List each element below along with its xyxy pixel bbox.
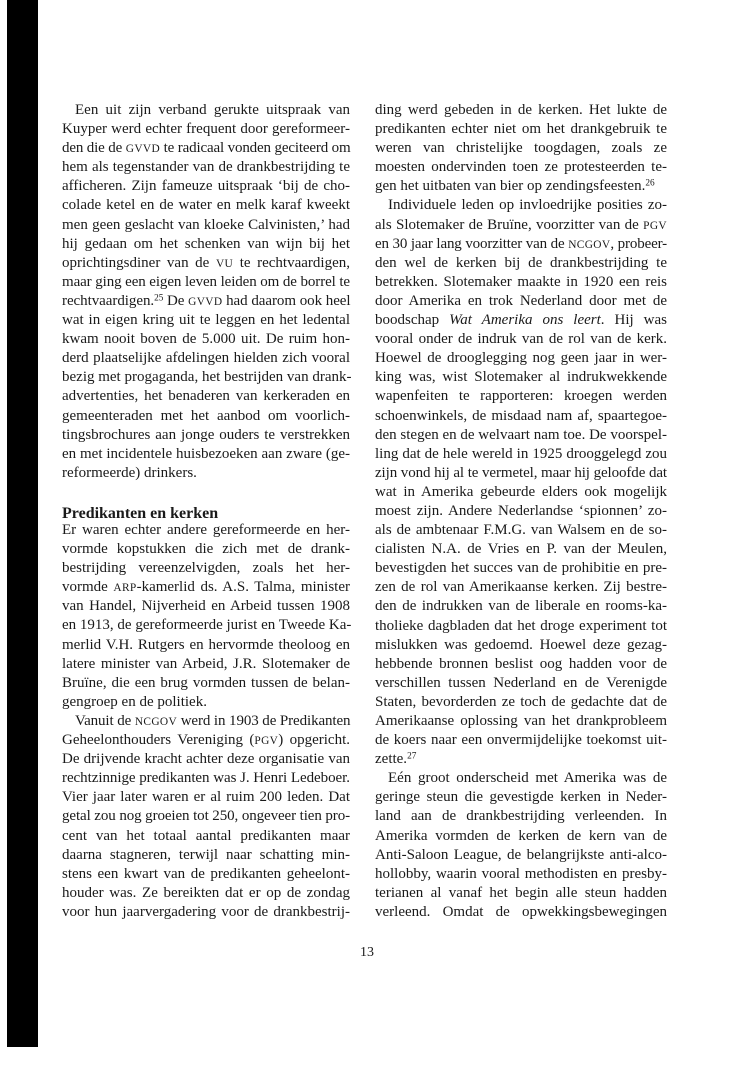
text-segment: Eén groot onderscheid met Amerika was de: [388, 770, 667, 787]
text-segment: als de ambtenaar F.M.G. van Walsem en de so-: [375, 522, 667, 539]
left-column-paragraph-1: [62, 101, 350, 483]
abbreviation: NCGOV: [568, 238, 611, 251]
text-segment: cialisten N.A. de Vries en P. van der Meulen,: [375, 541, 667, 558]
text-line: [375, 578, 667, 597]
text-line: [62, 464, 350, 483]
text-line: [375, 731, 667, 750]
scan-binding-edge: [7, 0, 38, 1047]
text-segment: en 1913, de gereformeerde jurist en Tweede Ka-: [62, 617, 352, 634]
text-segment: te radicaal vonden geciteerd om: [160, 140, 351, 157]
text-segment: terianen al vanaf het begin alle steun hadden: [375, 884, 667, 901]
text-line: [375, 846, 667, 865]
text-line: [62, 330, 350, 349]
text-segment: Hoewel de drooglegging nog geen jaar in wer-: [375, 350, 667, 367]
text-line: [62, 578, 350, 597]
text-line: [62, 101, 350, 120]
text-segment: verleend. Omdat de opwekkingsbewegingen: [375, 903, 667, 920]
text-segment: mislukken was gedoemd. Hoewel deze gezag-: [375, 636, 667, 653]
text-segment: stens een kwart van de predikanten geheelont-: [62, 865, 350, 882]
text-segment: vooral onder de indruk van de rol van de kerk.: [375, 331, 667, 348]
text-segment: Geheelonthouders Vereniging (: [62, 732, 255, 749]
text-segment: Er waren echter andere gereformeerde en her-: [62, 522, 350, 538]
italic-title: Wat Amerika ons leert: [449, 312, 601, 329]
text-segment: weren van christelijke toogdagen, zoals ze: [375, 140, 667, 157]
text-line: [375, 139, 667, 158]
text-segment: den de indrukken van de liberale en rooms-ka-: [375, 598, 667, 615]
text-line: [375, 273, 667, 292]
text-line: [62, 292, 350, 311]
text-line: [375, 712, 667, 731]
text-segment: Staten, bevorderden ze toch de gedachte dat de: [375, 693, 667, 710]
text-line: [375, 502, 667, 521]
text-segment: werd in 1903 de Predikanten: [177, 712, 351, 729]
text-line: [62, 712, 350, 731]
text-line: [62, 655, 350, 674]
footnote-reference: 27: [407, 751, 417, 762]
abbreviation: VU: [215, 257, 234, 270]
text-line: [375, 559, 667, 578]
text-line: [375, 177, 667, 196]
text-line: [375, 387, 667, 406]
text-segment: colade ketel en de water en melk karaf kweekt: [62, 197, 350, 214]
text-segment: verschillen tussen Nederland en de Verenigde: [375, 674, 667, 691]
text-line: [62, 693, 350, 712]
abbreviation: ARP: [113, 582, 137, 595]
text-segment: zen de rol van Amerikaanse kerken. Zij bestre-: [375, 579, 667, 596]
text-segment: land aan de drankbestrijding verleenden. In: [375, 808, 667, 825]
text-line: [375, 292, 667, 311]
text-segment: ling dat de hele wereld in 1925 drooggelegd zou: [375, 445, 667, 462]
text-line: [375, 235, 667, 254]
text-line: [62, 216, 350, 235]
text-segment: den die de: [62, 140, 126, 157]
text-line: [62, 597, 350, 616]
text-line: [375, 483, 667, 502]
text-line: [62, 426, 350, 445]
text-segment: boodschap: [375, 312, 450, 329]
text-line: [375, 330, 667, 349]
footnote-reference: 25: [154, 293, 164, 304]
text-segment: vormde kopstukken die zich met de drank-: [62, 541, 350, 558]
text-line: [375, 407, 667, 426]
text-segment: kwam nooit boven de 5.000 uit. De ruim hon-: [62, 331, 350, 348]
text-segment: gemeenteraden met het aanbod om voorlich-: [62, 407, 350, 424]
text-line: [375, 216, 667, 235]
abbreviation: PGV: [643, 219, 667, 232]
text-segment: wat in eigen kring uit te leggen en het ledental: [62, 312, 350, 329]
page-number: 13: [360, 945, 374, 960]
text-line: [62, 445, 350, 464]
text-segment: , probeer-: [610, 235, 667, 252]
text-line: [62, 368, 350, 387]
text-line: [375, 597, 667, 616]
text-segment: moesten ondervinden toen ze protesteerden te-: [375, 159, 667, 176]
text-segment: vormde: [62, 579, 114, 596]
text-line: [375, 464, 667, 483]
text-line: [62, 177, 350, 196]
text-segment: hem als tegenstander van de drankbestrijding te: [62, 159, 350, 176]
text-segment: Vanuit de: [75, 712, 135, 729]
text-segment: De: [163, 292, 189, 309]
text-segment: -kamerlid ds. A.S. Talma, minister: [136, 579, 350, 596]
text-segment: Bruïne, die een brug vormden tussen de belan-: [62, 674, 350, 691]
text-line: [375, 865, 667, 884]
text-segment: . Hij was: [600, 312, 668, 329]
text-line: [375, 827, 667, 846]
text-segment: wapenfeiten te rapporteren: kroegen werden: [375, 388, 667, 405]
text-segment: den stegen en de welvaart nam toe. De voorspel-: [375, 426, 667, 443]
text-line: [62, 769, 350, 788]
text-line: [62, 540, 350, 559]
text-line: [62, 788, 350, 807]
text-segment: den wel de kerken bij de drankbestrijding te: [375, 254, 667, 271]
text-segment: hebbende bronnen beslist oog hadden voor de: [375, 655, 667, 672]
text-segment: getal zou nog groeien tot 250, ongeveer tien pro-: [62, 808, 350, 825]
text-line: [62, 750, 350, 769]
text-segment: Amerika vormden de kerken de kern van de: [375, 827, 667, 844]
text-segment: bevestigden het succes van de prohibitie en pre-: [375, 560, 667, 577]
text-line: [62, 254, 350, 273]
text-line: [62, 407, 350, 426]
text-segment: betrekken. Slotemaker maakte in 1920 een reis: [375, 273, 667, 290]
text-line: [62, 559, 350, 578]
text-line: [375, 101, 667, 120]
text-line: [375, 349, 667, 368]
text-line: [375, 254, 667, 273]
text-segment: Amerikaanse oplossing van het drankprobleem: [375, 713, 667, 729]
text-line: [375, 158, 667, 177]
text-segment: maar ging een eigen leven leiden om de borrel te: [62, 273, 350, 290]
text-line: [375, 655, 667, 674]
text-segment: tingsbrochures aan jonge ouders te verstrekken: [62, 426, 350, 443]
text-segment: en met incidentele huisbezoeken aan zware (ge-: [62, 445, 350, 462]
text-line: [62, 616, 350, 635]
text-segment: zijn vond hij al te vermetel, maar hij geloofde dat: [375, 464, 667, 481]
text-segment: Anti-Saloon League, de belangrijkste anti-alco-: [375, 846, 667, 863]
text-segment: bezig met progaganda, het bestrijden van drank-: [62, 369, 352, 386]
text-segment: latere minister van Arbeid, J.R. Slotemaker de: [62, 655, 350, 672]
text-segment: en 30 jaar lang voorzitter van de: [375, 235, 569, 252]
text-line: [62, 349, 350, 368]
text-segment: had daarom ook heel: [222, 292, 351, 309]
text-line: [375, 617, 667, 636]
text-line: [375, 693, 667, 712]
text-line: [375, 750, 667, 769]
text-line: [62, 807, 350, 826]
text-segment: schoenwinkels, de misdaad nam af, spaartegoe-: [375, 407, 667, 424]
text-segment: wat in Amerika gebeurde elders ook mogelijk: [375, 483, 667, 500]
text-segment: de koers naar een onvermijdelijke toekomst uit-: [375, 732, 667, 749]
text-line: [62, 903, 350, 922]
text-line: [375, 769, 667, 788]
text-line: [375, 521, 667, 540]
text-line: [62, 884, 350, 903]
text-line: [62, 387, 350, 406]
text-line: [375, 884, 667, 903]
text-segment: men geen geslacht van kloeke Calvinisten,’ had: [62, 216, 350, 233]
text-line: [375, 368, 667, 387]
text-line: [62, 865, 350, 884]
text-line: [62, 120, 350, 139]
abbreviation: PGV: [254, 735, 279, 748]
text-segment: Individuele leden op invloedrijke posities zo-: [388, 197, 667, 214]
text-segment: rechtvaardigen.: [62, 292, 155, 309]
text-segment: hollobby, waarin vooral methodisten en presby-: [375, 865, 667, 882]
text-line: [375, 311, 667, 330]
text-segment: hij gedaan om het schenken van wijn bij het: [62, 235, 350, 252]
text-line: [62, 636, 350, 655]
text-segment: rechtzinnige predikanten was J. Henri Ledeboer.: [62, 770, 350, 787]
text-segment: moest zijn. Andere Nederlandse ‘spionnen’ zo-: [375, 502, 667, 519]
text-line: [62, 139, 350, 158]
text-segment: van Handel, Nijverheid en Arbeid tussen 1908: [62, 598, 350, 615]
text-line: [62, 731, 350, 750]
text-segment: door Amerika en trok Nederland door met de: [375, 292, 667, 309]
text-line: [62, 827, 350, 846]
text-segment: bestrijding vereenzelvigden, zoals het her-: [62, 560, 350, 577]
text-line: [375, 426, 667, 445]
text-segment: merlid V.H. Rutgers en hervormde theoloog en: [62, 636, 350, 653]
text-line: [62, 311, 350, 330]
text-segment: gen het uitbaten van bier op zendingsfeesten.: [375, 178, 646, 195]
text-segment: Een uit zijn verband gerukte uitspraak van: [75, 102, 350, 118]
text-line: [62, 196, 350, 215]
text-segment: De drijvende kracht achter deze organisatie van: [62, 751, 350, 768]
text-segment: oprichtingsdiner van de: [62, 254, 216, 271]
text-segment: king was, wist Slotemaker al indrukwekkende: [375, 369, 667, 386]
text-segment: cent van het totaal aantal predikanten maar: [62, 827, 350, 844]
footnote-reference: 26: [645, 178, 655, 189]
text-line: [375, 540, 667, 559]
text-segment: voor hun jaarvergadering voor de drankbestrij-: [62, 903, 350, 920]
text-line: [375, 445, 667, 464]
text-segment: reformeerde) drinkers.: [62, 464, 197, 481]
text-segment: Vier jaar later waren er al ruim 200 leden. Dat: [62, 789, 350, 806]
abbreviation: GVVD: [188, 295, 223, 308]
text-line: [62, 521, 350, 540]
right-column-text: [375, 101, 667, 922]
text-line: [375, 807, 667, 826]
text-line: [375, 636, 667, 655]
text-line: [62, 674, 350, 693]
text-segment: ding werd gebeden in de kerken. Het lukte de: [375, 102, 667, 118]
text-segment: derd plaatselijke afdelingen hielden zich vooral: [62, 350, 350, 367]
text-segment: zette.: [375, 751, 408, 768]
text-line: [62, 158, 350, 177]
text-segment: ) opgericht.: [278, 732, 351, 749]
text-segment: advertenties, het benaderen van kerkeraden en: [62, 388, 350, 405]
text-line: [375, 120, 667, 139]
text-segment: tholieke dagbladen dat het droge experiment tot: [375, 617, 667, 634]
text-line: [375, 788, 667, 807]
abbreviation: NCGOV: [134, 715, 178, 728]
section-heading: Predikanten en kerken: [62, 505, 219, 522]
text-segment: te rechtvaardigen,: [233, 254, 350, 271]
text-segment: als Slotemaker de Bruïne, voorzitter van de: [375, 216, 644, 233]
text-segment: geringe steun die gevestigde kerken in Neder-: [375, 789, 667, 806]
text-line: [375, 903, 667, 922]
text-line: [375, 674, 667, 693]
text-segment: gengroep en de politiek.: [62, 693, 207, 710]
text-line: [62, 273, 350, 292]
text-segment: predikanten echter niet om het drankgebruik te: [375, 121, 667, 138]
text-segment: Kuyper werd echter frequent door gereformeer-: [62, 121, 350, 138]
text-segment: daarna stagneren, terwijl naar schatting min-: [62, 846, 350, 863]
text-segment: houder was. Ze bereikten dat er op de zondag: [62, 884, 350, 901]
left-column-paragraph-2: [62, 521, 350, 922]
text-line: [375, 196, 667, 215]
text-line: [62, 235, 350, 254]
abbreviation: GVVD: [125, 143, 161, 156]
text-line: [62, 846, 350, 865]
text-segment: afficheren. Zijn fameuze uitspraak ‘bij de cho-: [62, 178, 350, 195]
